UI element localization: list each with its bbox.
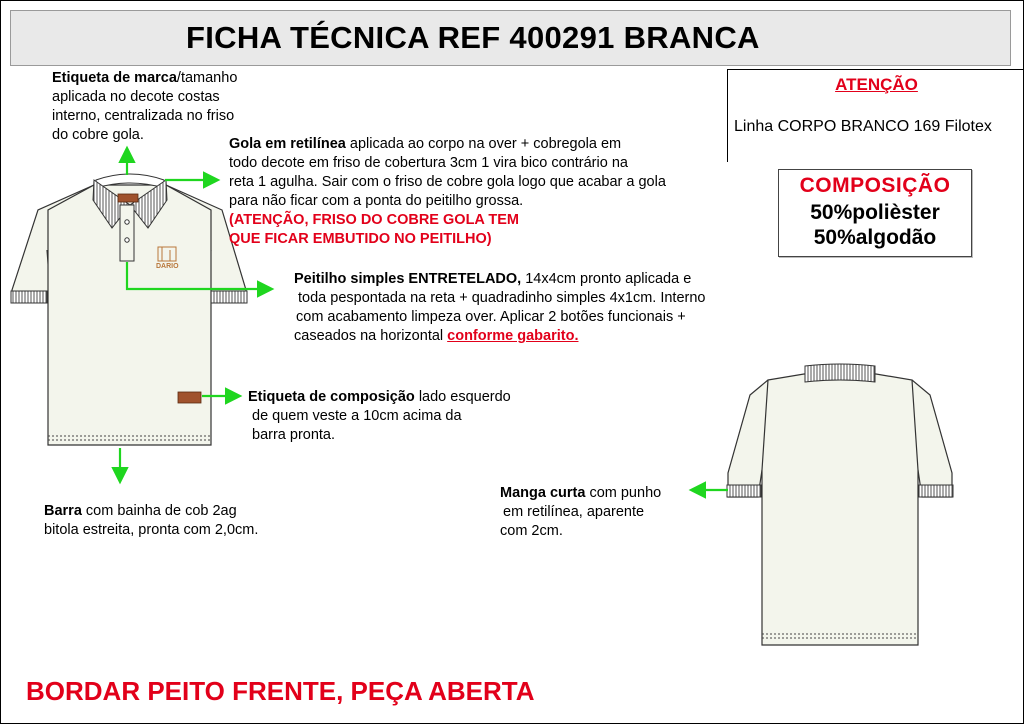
composition-heading: COMPOSIÇÃO — [799, 174, 951, 197]
note-sleeve-line2: em retilínea, aparente — [503, 504, 645, 520]
note-sleeve-line1: Manga curta com punho — [500, 485, 662, 501]
note-collar-line1: Gola em retilínea aplicada ao corpo na over + cobregola em — [229, 136, 622, 152]
note-collar-line2: todo decote em friso de cobertura 3cm 1 vira bico contrário na — [229, 155, 628, 171]
note-collar-warning1: (ATENÇÃO, FRISO DO COBRE GOLA TEM — [229, 212, 519, 228]
back-shirt-drawing — [727, 364, 953, 645]
note-placket-line3: com acabamento limpeza over. Aplicar 2 botões funcionais + — [296, 309, 686, 325]
note-sleeve-line3: com 2cm. — [500, 523, 563, 539]
back-collar — [805, 364, 875, 382]
embroidery-instruction: BORDAR PEITO FRENTE, PEÇA ABERTA — [26, 676, 535, 706]
composition-cotton: 50%algodão — [813, 226, 937, 249]
note-collar-line4: para não ficar com a ponta do peitilho grossa. — [229, 193, 524, 209]
note-comp-label-line1: Etiqueta de composição lado esquerdo — [248, 389, 511, 405]
chest-logo-text: DARIO — [156, 263, 179, 270]
composition-polyester: 50%polièster — [810, 201, 940, 224]
front-neck-tag — [118, 194, 138, 202]
placket-button-1 — [125, 220, 129, 224]
front-left-cuff — [11, 291, 47, 303]
page-title: FICHA TÉCNICA REF 400291 BRANCA — [186, 20, 760, 55]
note-hem-line2: bitola estreita, pronta com 2,0cm. — [44, 522, 259, 538]
gabarito-link[interactable]: conforme gabarito. — [447, 328, 579, 344]
note-placket-line4: caseados na horizontal conforme gabarito. — [294, 328, 579, 344]
attention-heading: ATENÇÃO — [835, 75, 918, 94]
front-shirt-drawing — [11, 174, 247, 445]
attention-thread-line: Linha CORPO BRANCO 169 Filotex — [734, 118, 992, 135]
placket-button-2 — [125, 238, 129, 242]
back-right-cuff — [919, 485, 953, 497]
attention-box — [727, 69, 1024, 162]
note-collar-line3: reta 1 agulha. Sair com o friso de cobre gola logo que acabar a gola — [229, 174, 666, 190]
note-collar-warning2: QUE FICAR EMBUTIDO NO PEITILHO) — [229, 231, 492, 247]
back-left-cuff — [727, 485, 761, 497]
composition-box — [778, 169, 972, 257]
note-hem-line1: Barra com bainha de cob 2ag — [44, 503, 237, 519]
note-brand-label-line1: Etiqueta de marca/tamanho — [52, 70, 238, 86]
note-comp-label-line2: de quem veste a 10cm acima da — [252, 408, 462, 424]
note-brand-label-line3: interno, centralizada no friso — [52, 108, 235, 124]
note-placket-line1: Peitilho simples ENTRETELADO, 14x4cm pronto aplicada e — [294, 271, 692, 287]
front-composition-tag — [178, 392, 201, 403]
front-right-cuff — [211, 291, 247, 303]
back-body — [762, 374, 918, 645]
note-comp-label-line3: barra pronta. — [252, 427, 336, 443]
note-brand-label-line4: do cobre gola. — [52, 127, 144, 143]
note-placket-line2: toda pespontada na reta + quadradinho simples 4x1cm. Interno — [298, 290, 706, 306]
front-placket — [120, 205, 134, 261]
note-brand-label-line2: aplicada no decote costas — [52, 89, 220, 105]
